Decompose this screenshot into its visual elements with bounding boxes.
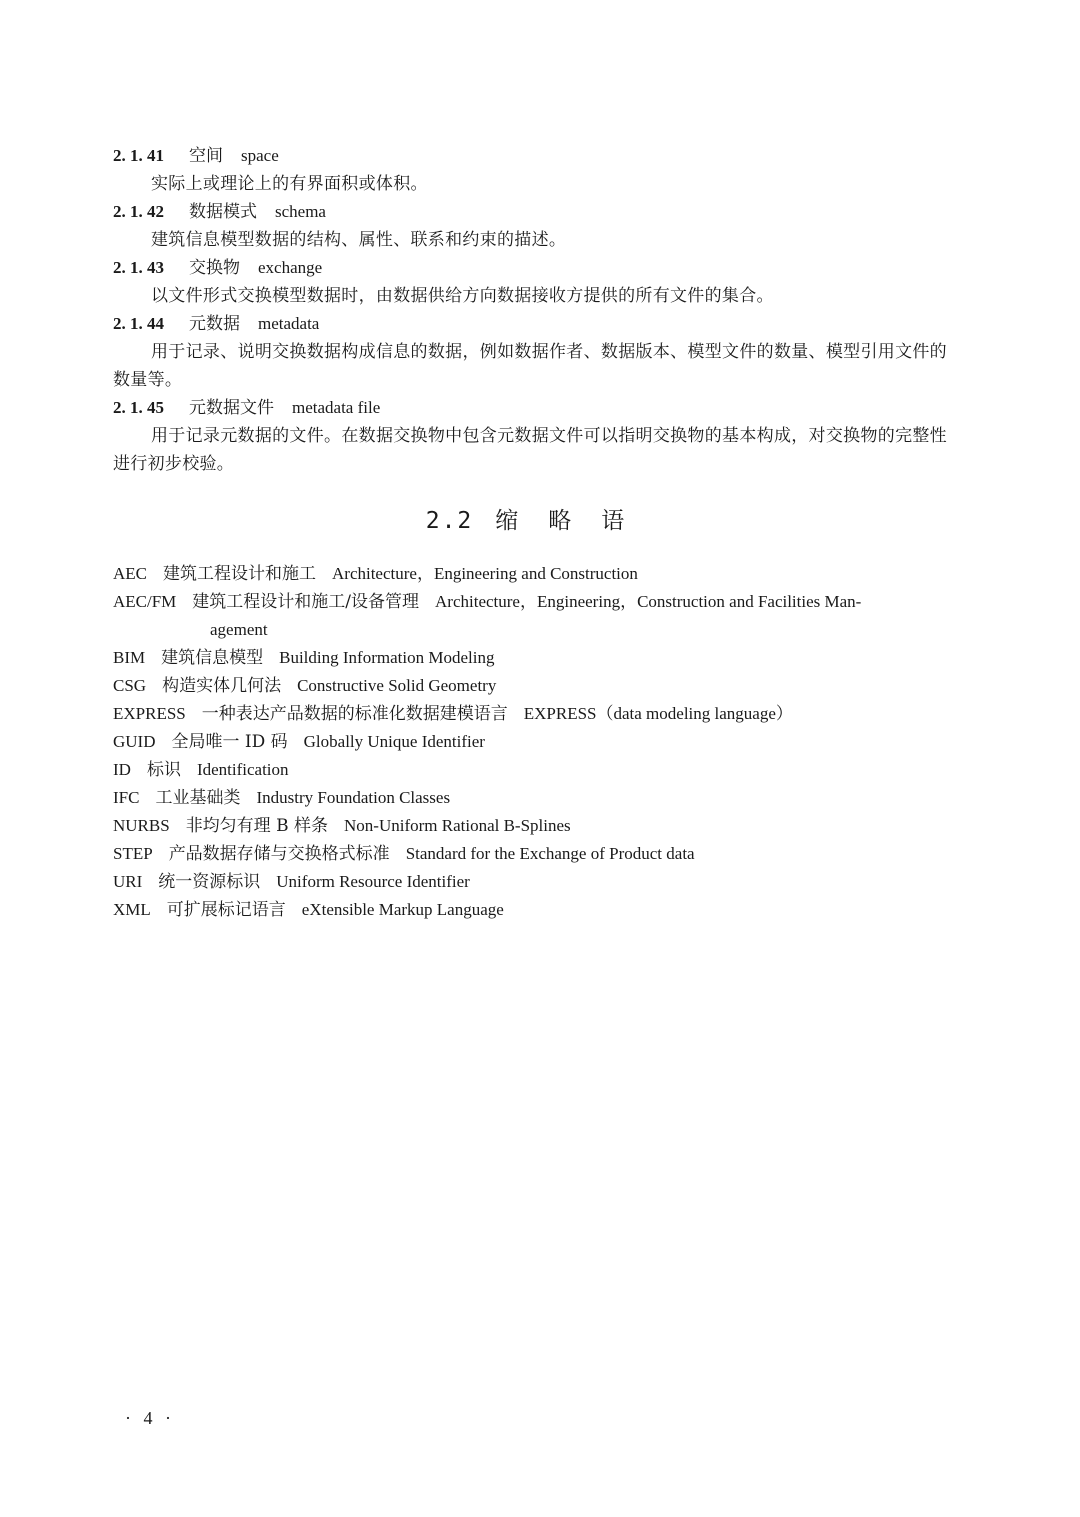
abbr-chinese: 非均匀有理 B 样条: [185, 816, 328, 836]
page-number: · 4 ·: [125, 1408, 175, 1428]
term-number: 2. 1. 41: [113, 146, 164, 165]
term-english: exchange: [258, 258, 323, 277]
term-definition: 实际上或理论上的有界面积或体积。: [151, 174, 428, 194]
term-item: [113, 310, 953, 394]
term-heading: [113, 142, 953, 170]
abbr-english: Uniform Resource Identifier: [276, 872, 470, 891]
abbr-english: Identification: [196, 760, 289, 779]
abbreviation-row: [113, 560, 953, 588]
term-definition: 用于记录、说明交换数据构成信息的数据，例如数据作者、数据版本、模型文件的数量、模型引用文件的数量等。: [113, 342, 947, 390]
term-definitions: [113, 142, 953, 478]
abbr-english: Building Information Modeling: [279, 648, 495, 667]
abbr-code: XML: [113, 900, 151, 919]
abbr-english: Standard for the Exchange of Product data: [405, 844, 695, 863]
abbr-chinese: 可扩展标记语言: [166, 900, 286, 920]
abbr-chinese: 标识: [146, 760, 181, 780]
abbr-chinese: 统一资源标识: [158, 872, 261, 892]
abbr-code: AEC/FM: [113, 592, 177, 611]
term-item: [113, 394, 953, 478]
abbr-chinese: 构造实体几何法: [162, 676, 282, 696]
abbr-code: STEP: [113, 844, 153, 863]
abbr-chinese: 工业基础类: [155, 788, 241, 808]
term-item: [113, 142, 953, 198]
term-number: 2. 1. 44: [113, 314, 164, 333]
abbreviation-row: [113, 784, 953, 812]
abbreviation-row: [113, 644, 953, 672]
term-heading: [113, 254, 953, 282]
section-title: [0, 502, 1080, 535]
abbr-chinese: 建筑工程设计和施工: [163, 564, 316, 584]
term-heading: [113, 198, 953, 226]
abbreviation-row: [113, 588, 953, 616]
abbr-code: AEC: [113, 564, 147, 583]
abbreviation-list: [113, 560, 953, 924]
term-heading: [113, 394, 953, 422]
abbr-english: Constructive Solid Geometry: [297, 676, 497, 695]
term-definition: 用于记录元数据的文件。在数据交换物中包含元数据文件可以指明交换物的基本构成，对交换物的完整性进行初步校验。: [113, 426, 947, 474]
term-chinese: 元数据文件: [189, 398, 274, 418]
term-number: 2. 1. 42: [113, 202, 164, 221]
abbr-code: BIM: [113, 648, 146, 667]
abbreviation-row: [113, 868, 953, 896]
term-english: metadata: [258, 314, 320, 333]
abbreviation-row: [113, 812, 953, 840]
abbr-chinese: 产品数据存储与交换格式标准: [168, 844, 390, 864]
abbr-english: eXtensible Markup Language: [301, 900, 504, 919]
abbr-chinese: 建筑工程设计和施工/设备管理: [192, 592, 420, 612]
term-chinese: 元数据: [189, 314, 240, 334]
term-chinese: 数据模式: [189, 202, 257, 222]
abbreviation-row: [113, 840, 953, 868]
term-english: schema: [275, 202, 326, 221]
abbreviation-row: [113, 672, 953, 700]
section-number: 2.2: [425, 508, 474, 534]
abbr-chinese: 全局唯一 ID 码: [171, 732, 288, 752]
abbreviation-row: [113, 728, 953, 756]
abbr-code: IFC: [113, 788, 140, 807]
abbr-chinese: 建筑信息模型: [161, 648, 264, 668]
abbr-code: EXPRESS: [113, 704, 186, 723]
abbreviation-row: [113, 896, 953, 924]
abbr-chinese: 一种表达产品数据的标准化数据建模语言: [201, 704, 508, 724]
term-chinese: 空间: [189, 146, 223, 166]
section-heading: 缩略语: [495, 508, 655, 534]
abbr-english: Globally Unique Identifier: [303, 732, 485, 751]
abbr-code: NURBS: [113, 816, 170, 835]
abbr-code: GUID: [113, 732, 156, 751]
term-english: metadata file: [292, 398, 381, 417]
term-chinese: 交换物: [189, 258, 240, 278]
term-heading: [113, 310, 953, 338]
abbreviation-row: [113, 756, 953, 784]
term-number: 2. 1. 43: [113, 258, 164, 277]
abbr-english: EXPRESS（data modeling language）: [523, 704, 793, 723]
term-item: [113, 254, 953, 310]
term-item: [113, 198, 953, 254]
abbr-continuation: agement: [210, 620, 268, 639]
abbr-code: CSG: [113, 676, 147, 695]
abbreviation-row: [113, 700, 953, 728]
abbr-english: Architecture，Engineering，Construction and Facilities Man-: [435, 592, 862, 611]
abbr-code: URI: [113, 872, 143, 891]
abbr-english: Non-Uniform Rational B-Splines: [344, 816, 571, 835]
term-english: space: [241, 146, 279, 165]
abbr-english: Architecture，Engineering and Construction: [332, 564, 638, 583]
abbr-english: Industry Foundation Classes: [256, 788, 451, 807]
term-definition: 以文件形式交换模型数据时，由数据供给方向数据接收方提供的所有文件的集合。: [151, 286, 774, 306]
term-number: 2. 1. 45: [113, 398, 164, 417]
abbr-code: ID: [113, 760, 131, 779]
term-definition: 建筑信息模型数据的结构、属性、联系和约束的描述。: [151, 230, 567, 250]
